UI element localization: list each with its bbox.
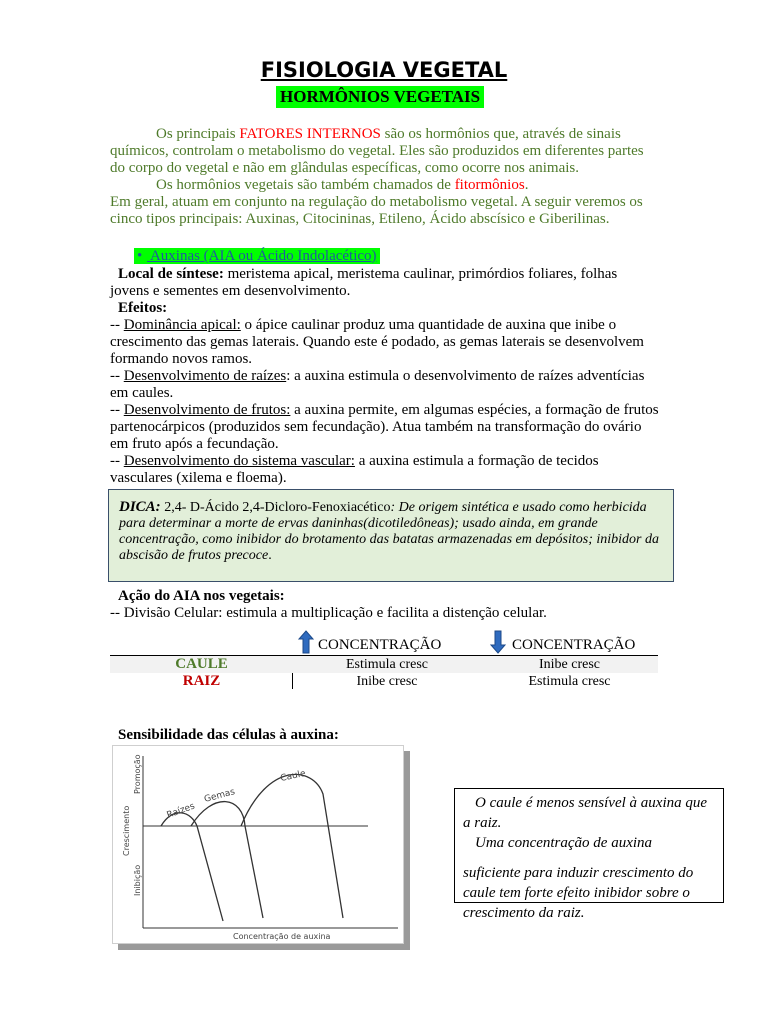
acao-line: -- Divisão Celular: estimula a multiplicação e facilita a distenção celular. xyxy=(110,605,547,621)
dica-text: : De origem sintética e usado como herbicida para determinar a morte de ervas daninhas(dicotiledôneas); usado ainda, em grande concentração, como inibidor do brotamento das batatas armazenadas em depósitos; inibidor da abscisão de frutos precoce xyxy=(119,500,660,563)
bullet-icon: • xyxy=(137,248,143,264)
row-label-raiz: RAIZ xyxy=(182,673,221,689)
dica-label: DICA: xyxy=(119,499,161,515)
graph-ylabel-top: Promoção xyxy=(133,754,142,794)
table-cell: Estimula cresc xyxy=(528,673,611,689)
table-cell: Estimula cresc xyxy=(345,656,429,672)
efeitos-label: Efeitos: xyxy=(118,300,168,316)
note-p2: Uma concentração de auxina xyxy=(475,835,653,851)
dica-box: DICA: 2,4- D-Ácido 2,4-Dicloro-Fenoxiacético: De origem sintética e usado como herbicida para determinar a morte de ervas daninhas(dicotiledôneas); usado ainda, em grande concentração, como inibidor do brotamento das batatas armazenadas em depósitos; inibidor da abscisão de frutos precoce. xyxy=(108,489,674,582)
note-p3: suficiente para induzir crescimento do caule tem forte efeito inibidor sobre o xyxy=(463,865,694,901)
intro-section xyxy=(110,126,658,228)
concentration-high-header: CONCENTRAÇÃO xyxy=(318,637,442,653)
note-p1: O caule é menos sensível à auxina que a raiz. xyxy=(463,795,708,831)
concentration-low-header: CONCENTRAÇÃO xyxy=(512,637,636,653)
auxinas-section xyxy=(110,266,660,487)
table-cell: Inibe cresc xyxy=(356,673,418,689)
effect-term: Desenvolvimento de raízes xyxy=(123,368,287,384)
local-label: Local de síntese: xyxy=(118,266,224,282)
auxin-sensitivity-graph xyxy=(112,745,404,944)
curve-label-caule: Caule xyxy=(279,768,307,784)
intro-p1-b: são os hormônios que, através de sinais químicos, controlam o metabolismo do vegetal. Eles são produzidos em diferentes partes do corpo do vegetal e não em glândulas específicas, como ocorre nos animais. xyxy=(110,126,644,176)
effect-term: Desenvolvimento de frutos: xyxy=(123,402,291,418)
document-subtitle: HORMÔNIOS VEGETAIS xyxy=(276,86,484,108)
intro-p3: Em geral, atuam em conjunto na regulação do metabolismo vegetal. A seguir veremos os cinco tipos principais: Auxinas, Citocininas, Etileno, Ácido abscísico e Giberilinas. xyxy=(110,194,643,227)
graph-ylabel-main: Crescimento xyxy=(122,805,131,856)
dica-compound: 2,4- D-Ácido 2,4-Dicloro-Fenoxiacético xyxy=(160,500,391,515)
table-row xyxy=(110,656,658,673)
note-p4: crescimento da raiz. xyxy=(463,905,585,921)
auxin-concentration-table xyxy=(110,656,658,690)
intro-p2-b: . xyxy=(524,177,529,193)
table-row xyxy=(110,673,658,690)
local-text: meristema apical, meristema caulinar, primórdios foliares, folhas jovens e sementes em desenvolvimento. xyxy=(110,266,618,299)
effect-item: -- Dominância apical: o ápice caulinar produz uma quantidade de auxina que inibe o crescimento das gemas laterais. Quando este é podado, as gemas laterais se desenvolvem formando novos ramos. xyxy=(110,317,644,367)
document-title: FISIOLOGIA VEGETAL xyxy=(260,58,508,82)
effect-item: -- Desenvolvimento de raízes: a auxina estimula o desenvolvimento de raízes adventícias em caules. xyxy=(110,368,645,401)
effect-term: Dominância apical: xyxy=(123,317,241,333)
graph-title: Sensibilidade das células à auxina: xyxy=(118,727,339,743)
intro-highlight-fitormonios: fitormônios xyxy=(454,177,525,193)
graph-xlabel: Concentração de auxina xyxy=(233,932,331,941)
curve-label-gemas: Gemas xyxy=(203,787,237,805)
effect-item: -- Desenvolvimento do sistema vascular: a auxina estimula a formação de tecidos vasculares (xilema e floema). xyxy=(110,453,599,486)
intro-p2-a: Os hormônios vegetais são também chamados de xyxy=(156,177,455,193)
effect-item: -- Desenvolvimento de frutos: a auxina permite, em algumas espécies, a formação de frutos partenocárpicos (produzidos sem fecundação). Atua também na transformação do ovário em fruto após a fecundação. xyxy=(110,402,659,452)
intro-p1-a: Os principais xyxy=(156,126,240,142)
auxinas-bullet-label: Auxinas (AIA ou Ácido Indolacético) xyxy=(149,248,377,264)
graph-ylabel-bottom: Inibição xyxy=(133,864,142,896)
effect-term: Desenvolvimento do sistema vascular: xyxy=(123,453,355,469)
intro-highlight-fatores: FATORES INTERNOS xyxy=(239,126,381,142)
auxinas-bullet xyxy=(134,248,380,265)
acao-title: Ação do AIA nos vegetais: xyxy=(118,588,285,604)
note-box xyxy=(454,788,724,921)
table-cell: Inibe cresc xyxy=(538,656,601,672)
row-label-caule: CAULE xyxy=(175,656,228,672)
curve-label-raizes: Raízes xyxy=(165,801,197,821)
